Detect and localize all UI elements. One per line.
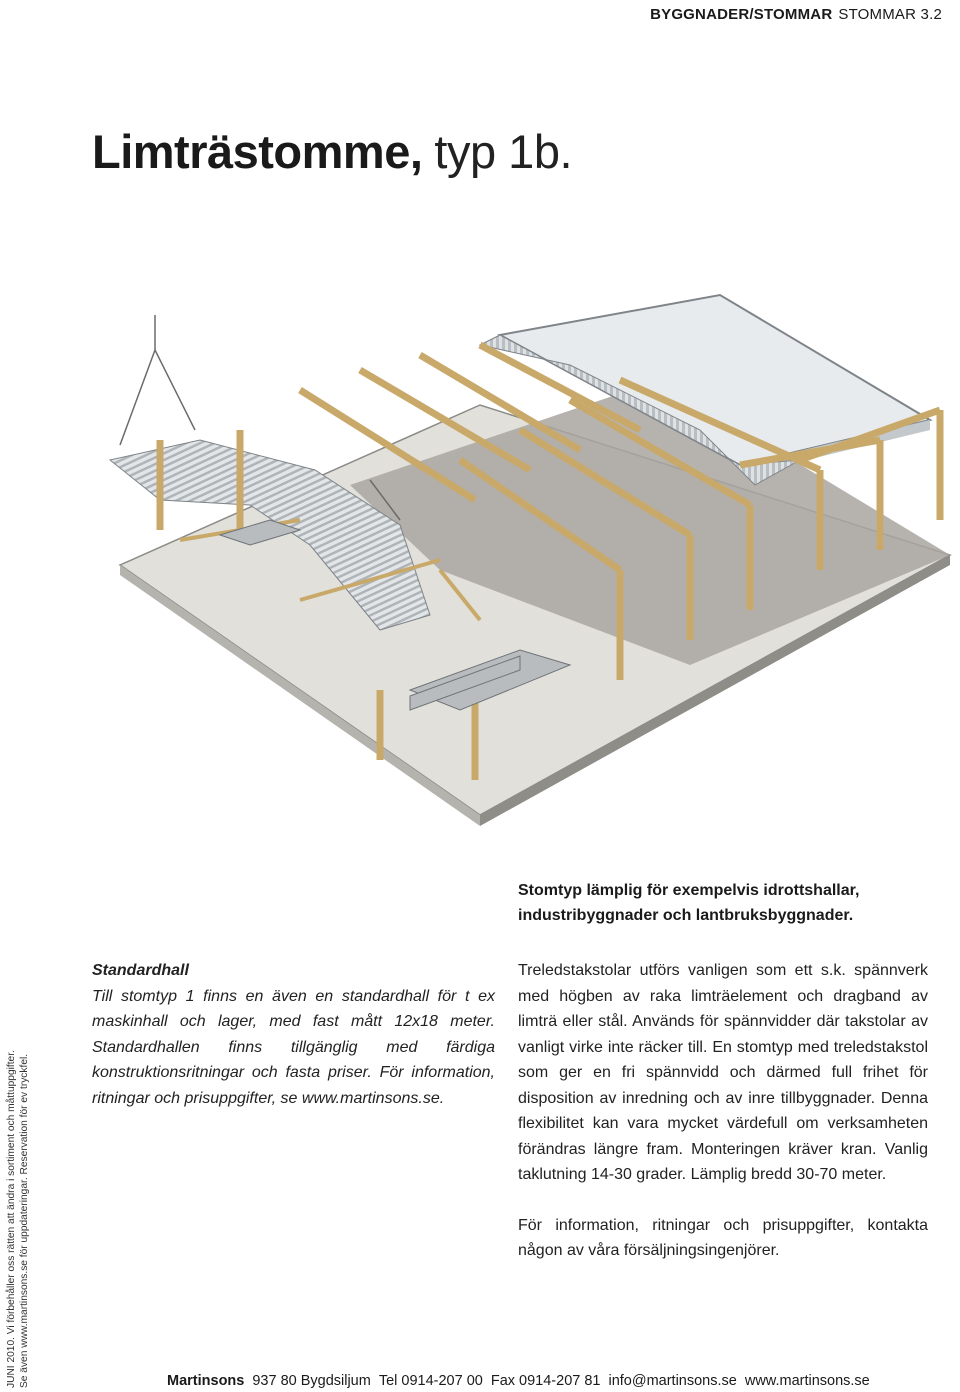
footer-company: Martinsons — [167, 1373, 245, 1389]
standardhall-body: Till stomtyp 1 finns en även en standardhall för t ex maskinhall och lager, med fast mått 12x18 meter. Standardhallen finns tillgänglig med färdiga konstruktionsritningar och fasta priser. För information, ritningar och prisuppgifter, se www.martinsons.se. — [92, 987, 495, 1107]
page-footer — [167, 1373, 870, 1389]
footer-address: 937 80 Bygdsiljum — [252, 1373, 371, 1389]
page-title-bold: Limträstomme, — [92, 125, 423, 178]
standardhall-section — [92, 958, 495, 1111]
footer-fax: Fax 0914-207 81 — [490, 1373, 601, 1389]
description-paragraph-1: Treledstakstolar utförs vanligen som ett s.k. spännverk med högben av raka limträelement och dragband av limträ eller stål. Används för spännvidder där takstolar av vanligt virke inte räcker till. En stomtyp med treledstakstol som ger en fri spännvidd och därmed full frihet för disposition av inredning och av inre tillbyggnader. Denna flexibilitet kan vara mycket värdefull om verksamheten förändras längre fram. Monteringen kräver kran. Vanlig taklutning 14-30 grader. Lämplig bredd 30-70 meter. — [518, 962, 928, 1183]
footer-web: www.martinsons.se — [744, 1373, 870, 1389]
illustration-caption: Stomtyp lämplig för exempelvis idrottshallar, industribyggnader och lantbruksbyggnader. — [518, 882, 860, 924]
side-disclaimer — [6, 1028, 31, 1388]
side-disclaimer-line-1: JUNI 2010. Vi förbehåller oss rätten att ändra i sortiment och måttuppgifter. — [6, 1050, 17, 1388]
header-subsection: STOMMAR 3.2 — [838, 6, 942, 23]
page-title — [92, 124, 572, 179]
side-disclaimer-line-2: Se även www.martinsons.se för uppdateringar. Reservation för ev tryckfel. — [18, 1053, 30, 1388]
building-frame-illustration — [100, 270, 960, 860]
footer-tel: Tel 0914-207 00 — [378, 1373, 483, 1389]
standardhall-title: Standardhall — [92, 962, 189, 979]
page-header — [650, 6, 942, 23]
footer-email: info@martinsons.se — [608, 1373, 737, 1389]
page-title-type: typ 1b. — [434, 125, 573, 178]
description-paragraph-2: För information, ritningar och prisuppgifter, kontakta någon av våra försäljningsingenjörer. — [518, 1216, 928, 1259]
header-section: BYGGNADER/STOMMAR — [650, 6, 833, 23]
description-section — [518, 958, 928, 1264]
